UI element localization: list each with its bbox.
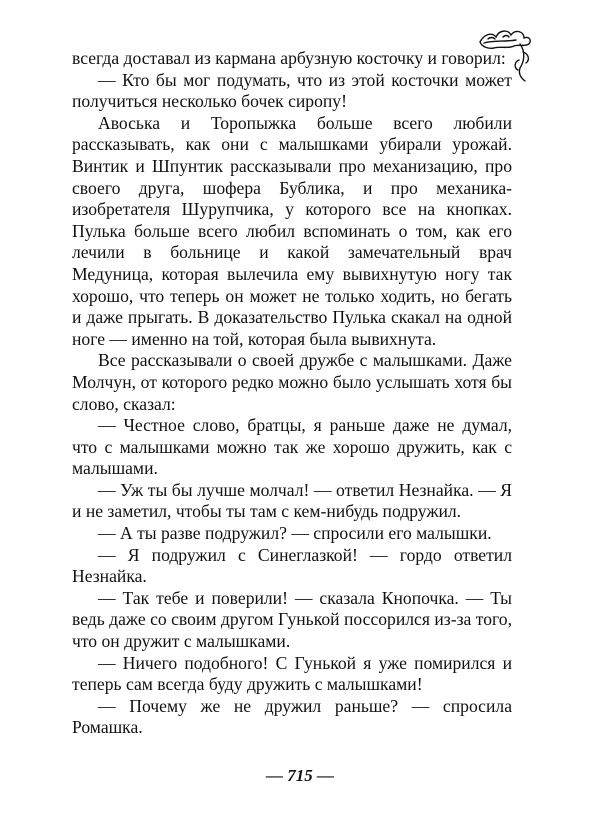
paragraph: — Уж ты бы лучше молчал! — ответил Незнайка. — Я и не заметил, чтобы ты там с кем-нибудь подружил. xyxy=(72,479,512,522)
paragraph: — Я подружил с Синеглазкой! — гордо ответил Незнайка. xyxy=(72,544,512,587)
paragraph: Авоська и Торопыжка больше всего любили рассказывать, как они с малышками убирали урожай. Винтик и Шпунтик рассказывали про механизацию, про своего друга, шофера Бублика, и про механика-изобретателя Шурупчика, у которого все на кнопках. Пулька больше всего любил вспоминать о том, как его лечили в больнице и какой замечательный врач Медуница, которая вылечила ему вывихнутую ногу так хорошо, что теперь он может не только ходить, но бегать и даже прыгать. В доказательство Пулька скакал на одной ноге — именно на той, которая была вывихнута. xyxy=(72,112,512,349)
paragraph-continuation: всегда доставал из кармана арбузную косточку и говорил: xyxy=(72,48,506,68)
paragraph: — Кто бы мог подумать, что из этой косточки может получиться несколько бочек сиропу! xyxy=(72,69,512,112)
paragraph: — Почему же не дружил раньше? — спросила Ромашка. xyxy=(72,695,512,738)
paragraph: Все рассказывали о своей дружбе с малышками. Даже Молчун, от которого редко можно было услышать хотя бы слово, сказал: xyxy=(72,350,512,414)
paragraph: — Честное слово, братцы, я раньше даже не думал, что с малышками можно так же хорошо дружить, как с малышами. xyxy=(72,415,512,479)
page-number: — 715 — xyxy=(266,766,334,785)
paragraph: — Ничего подобного! С Гунькой я уже помирился и теперь сам всегда буду дружить с малышками! xyxy=(72,652,512,695)
page-body xyxy=(72,48,512,739)
paragraph: — Так тебе и поверили! — сказала Кнопочка. — Ты ведь даже со своим другом Гунькой поссорился из-за того, что он дружит с малышками. xyxy=(72,587,512,652)
paragraph: — А ты разве подружил? — спросили его малышки. xyxy=(98,523,492,544)
